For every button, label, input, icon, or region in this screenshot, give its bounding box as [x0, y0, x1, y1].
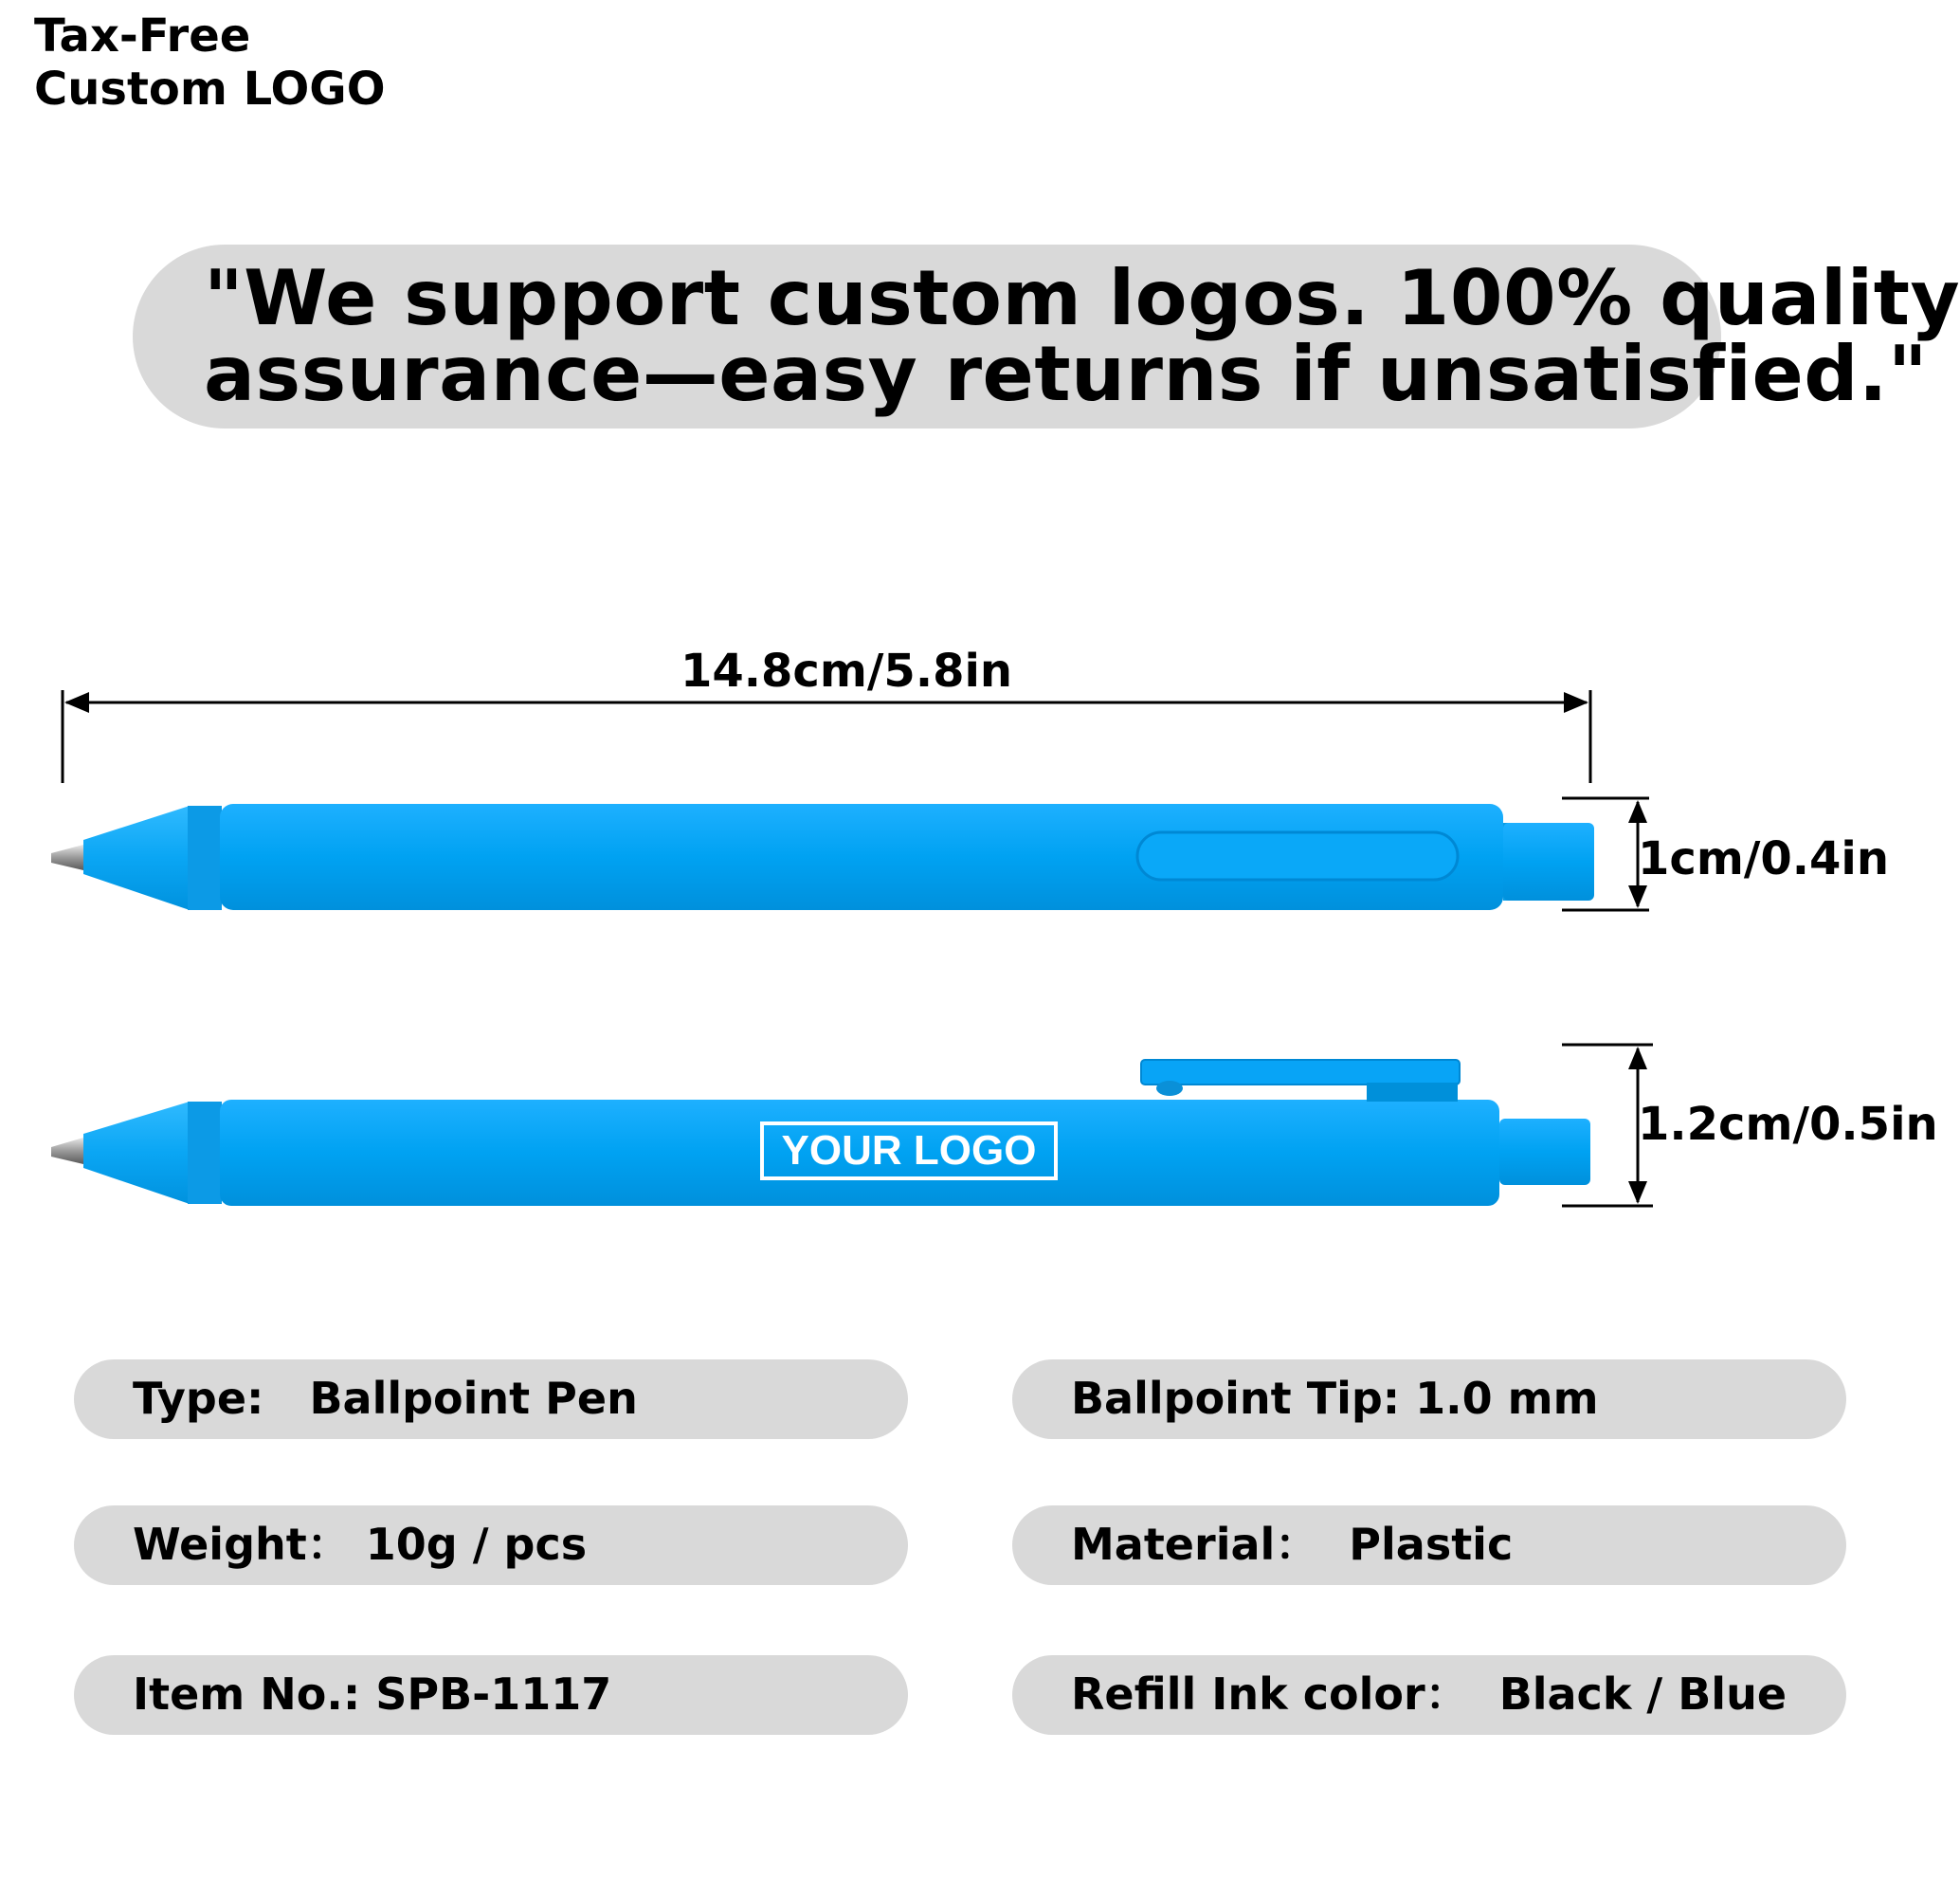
length-left-arrow — [64, 692, 89, 713]
pen2-clip-mount — [1367, 1083, 1458, 1102]
logo-text: YOUR LOGO — [781, 1127, 1037, 1174]
body-width-bottom-arrow — [1628, 885, 1647, 908]
pen2-metal-tip — [51, 1138, 83, 1164]
quote-line-1: "We support custom logos. 100% quality — [204, 254, 1960, 342]
clip-width-label: 1.2cm/0.5in — [1638, 1098, 1938, 1151]
pen2-push-button — [1499, 1119, 1590, 1185]
pen1-clip — [1137, 832, 1458, 880]
length-right-arrow — [1564, 692, 1588, 713]
spec-weight-text: Weight： 10g / pcs — [133, 1519, 588, 1570]
pen2-clip-top — [1141, 1060, 1460, 1085]
pen1-collar — [188, 806, 222, 910]
pen-top-view — [51, 1060, 1590, 1206]
spec-material-text: Material： Plastic — [1071, 1519, 1514, 1570]
pen1-metal-tip — [51, 845, 83, 870]
pen1-push-button — [1503, 823, 1594, 901]
spec-item-no-text: Item No.: SPB-1117 — [133, 1668, 612, 1720]
spec-tip — [1012, 1359, 1846, 1439]
spec-tip-text: Ballpoint Tip: 1.0 mm — [1071, 1373, 1599, 1424]
pen-side-view — [51, 804, 1594, 910]
length-dimension — [63, 690, 1590, 783]
body-width-top-arrow — [1628, 800, 1647, 823]
length-label: 14.8cm/5.8in — [681, 645, 1013, 698]
spec-weight — [74, 1505, 908, 1585]
spec-material — [1012, 1505, 1846, 1585]
quote-line-2: assurance—easy returns if unsatisfied." — [204, 330, 1929, 418]
clip-width-top-arrow — [1628, 1047, 1647, 1069]
spec-type-text: Type: Ballpoint Pen — [133, 1373, 638, 1424]
clip-width-bottom-arrow — [1628, 1181, 1647, 1204]
spec-item-no — [74, 1655, 908, 1735]
spec-ink-text: Refill Ink color： Black / Blue — [1071, 1668, 1788, 1720]
spec-ink — [1012, 1655, 1846, 1735]
pen2-collar — [188, 1102, 222, 1204]
tax-free-label: Tax-Free — [34, 9, 251, 63]
pen2-clip-foot — [1156, 1081, 1183, 1096]
spec-type — [74, 1359, 908, 1439]
body-width-label: 1cm/0.4in — [1638, 832, 1890, 885]
custom-logo-label: Custom LOGO — [34, 63, 386, 116]
